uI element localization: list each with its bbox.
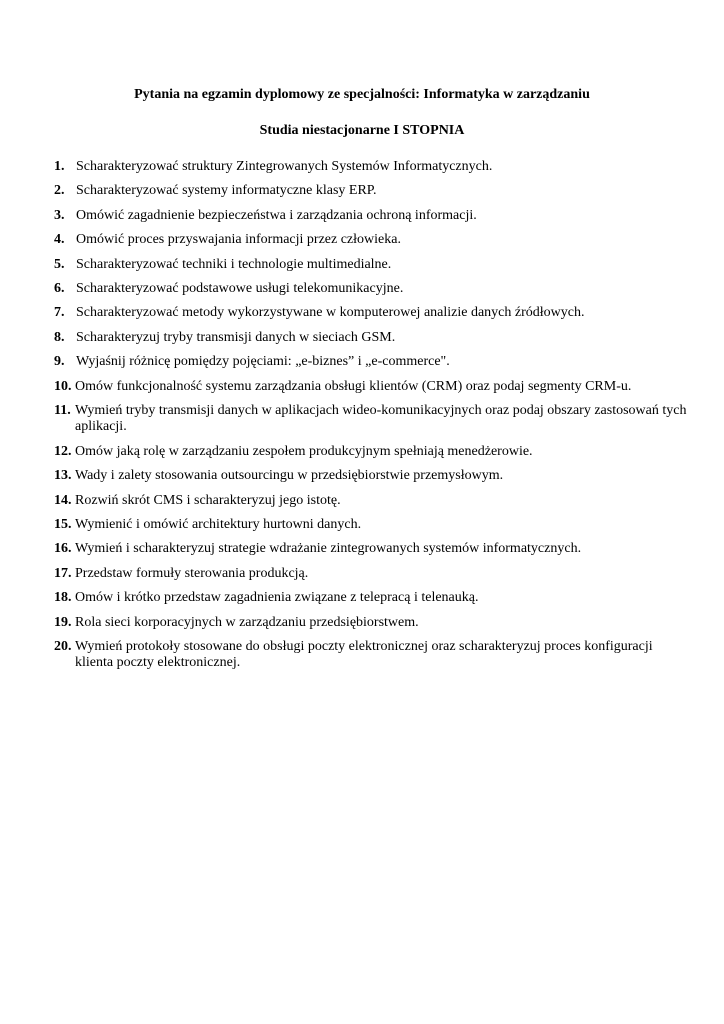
question-text: Wymienić i omówić architektury hurtowni danych. [75,516,362,532]
question-number: 11. [54,402,71,418]
question-number: 14. [54,492,72,508]
question-number: 19. [54,614,72,630]
question-number: 18. [54,590,72,606]
question-item [54,590,694,607]
question-text: Scharakteryzować podstawowe usługi telekomunikacyjne. [76,280,404,296]
question-item [54,403,694,436]
question-item [54,468,694,485]
question-text: Wymień i scharakteryzuj strategie wdrażanie zintegrowanych systemów informatycznych. [75,541,582,557]
question-item [54,493,694,510]
question-item [54,517,694,534]
question-item [54,232,694,249]
question-item [54,257,694,274]
question-number: 8. [54,329,65,345]
question-item [54,159,694,176]
question-number: 17. [54,565,72,581]
question-number: 16. [54,541,72,557]
question-item [54,444,694,461]
question-text: Omówić zagadnienie bezpieczeństwa i zarządzania ochroną informacji. [76,207,477,223]
question-number: 20. [54,638,72,654]
question-text: Omówić proces przyswajania informacji przez człowieka. [76,232,401,248]
question-text: Scharakteryzować techniki i technologie multimedialne. [76,256,392,272]
question-number: 13. [54,468,72,484]
question-item [54,183,694,200]
question-number: 6. [54,280,65,296]
question-number: 5. [54,256,65,272]
question-item [54,615,694,632]
question-number: 3. [54,207,65,223]
question-text: Wady i zalety stosowania outsourcingu w przedsiębiorstwie przemysłowym. [75,468,504,484]
question-item [54,330,694,347]
question-text: Wyjaśnij różnicę pomiędzy pojęciami: „e-biznes” i „e-commerce". [76,354,450,370]
question-item [54,566,694,583]
question-item [54,379,694,396]
question-item [54,541,694,558]
question-number: 4. [54,232,65,248]
question-item [54,281,694,298]
question-item [54,639,694,672]
question-item [54,354,694,371]
question-text: Wymień protokoły stosowane do obsługi poczty elektronicznej oraz scharakteryzuj proces konfiguracji klienta poczty elektronicznej. [75,638,653,671]
question-number: 10. [54,378,72,394]
question-text: Scharakteryzować struktury Zintegrowanych Systemów Informatycznych. [76,159,493,174]
question-number: 15. [54,516,72,532]
question-text: Omów funkcjonalność systemu zarządzania obsługi klientów (CRM) oraz podaj segmenty CRM-u. [75,378,632,394]
question-number: 12. [54,443,72,459]
question-item [54,208,694,225]
question-list [54,159,694,680]
question-text: Omów jaką rolę w zarządzaniu zespołem produkcyjnym spełniają menedżerowie. [75,443,533,459]
question-number: 2. [54,183,65,199]
question-text: Rozwiń skrót CMS i scharakteryzuj jego istotę. [75,492,341,508]
document-subtitle: Studia niestacjonarne I STOPNIA [259,123,465,138]
question-text: Scharakteryzuj tryby transmisji danych w sieciach GSM. [76,329,396,345]
question-number: 1. [54,159,65,174]
question-number: 9. [54,354,65,370]
question-text: Scharakteryzować systemy informatyczne klasy ERP. [76,183,377,199]
question-text: Przedstaw formuły sterowania produkcją. [75,565,309,581]
question-text: Scharakteryzować metody wykorzystywane w komputerowej analizie danych źródłowych. [76,305,585,321]
question-text: Rola sieci korporacyjnych w zarządzaniu przedsiębiorstwem. [75,614,419,630]
question-text: Wymień tryby transmisji danych w aplikacjach wideo-komunikacyjnych oraz podaj obszary zastosowań tych aplikacji. [75,402,687,435]
question-number: 7. [54,305,65,321]
question-text: Omów i krótko przedstaw zagadnienia związane z telepracą i telenauką. [75,590,479,606]
document-title: Pytania na egzamin dyplomowy ze specjalności: Informatyka w zarządzaniu [134,87,590,102]
question-item [54,305,694,322]
